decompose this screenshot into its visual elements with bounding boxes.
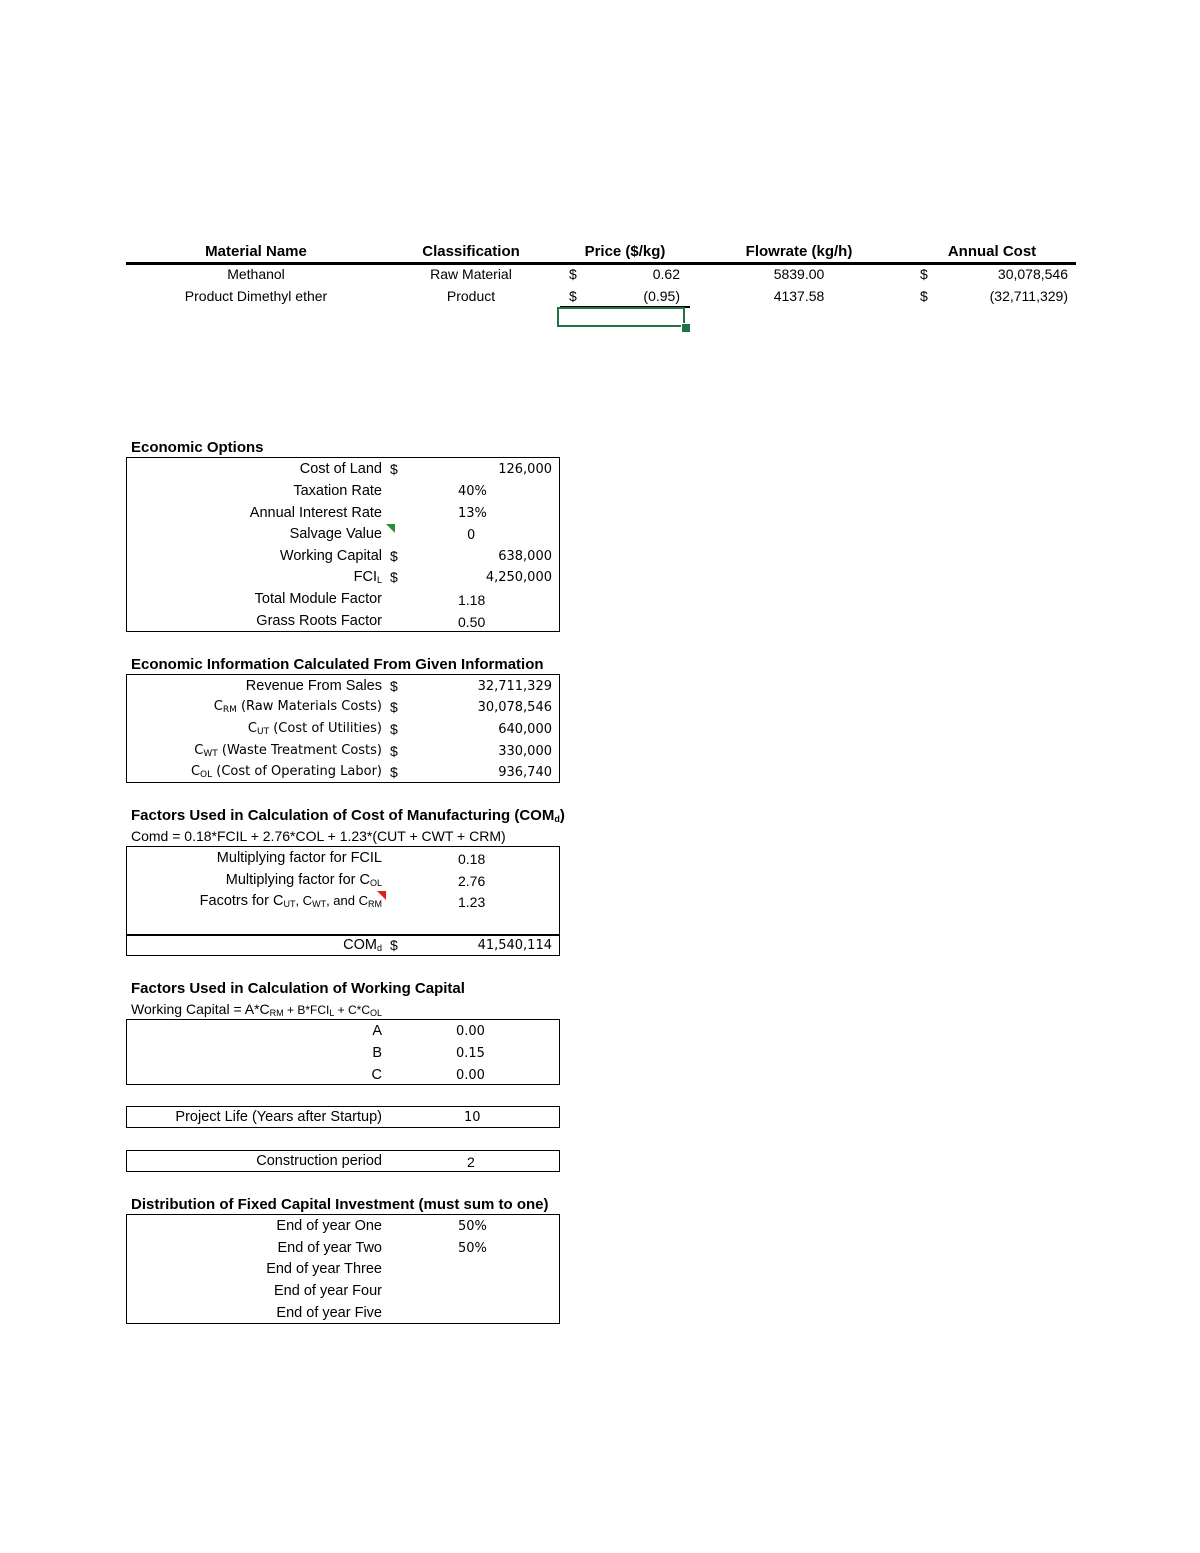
revenue-value[interactable]: 32,711,329 <box>477 679 552 694</box>
year-one-value[interactable]: 50% <box>458 1219 487 1234</box>
cwt-value[interactable]: 330,000 <box>498 744 552 759</box>
table-row-name[interactable]: Product Dimethyl ether <box>184 288 328 304</box>
wc-formula: Working Capital = $A*C_{RM} + B*FCI_L + C*C_{OL}$ <box>131 1001 383 1018</box>
year-one-label: End of year One <box>276 1218 382 1234</box>
total-module-factor-value[interactable]: 1.18 <box>458 592 486 608</box>
taxation-rate-value[interactable]: 40% <box>458 484 487 499</box>
fcil-factor-value[interactable]: 0.18 <box>458 851 486 867</box>
interest-rate-value[interactable]: 13% <box>458 506 487 521</box>
divider <box>126 934 560 936</box>
col-label: $C_{OL}$ (Cost of Operating Labor) <box>190 764 382 780</box>
header-rule <box>126 262 1076 265</box>
total-module-factor-label: Total Module Factor <box>254 591 382 607</box>
selected-cell[interactable] <box>557 307 685 327</box>
price-currency: $ <box>569 288 577 304</box>
cut-value[interactable]: 640,000 <box>498 722 552 737</box>
factor-b-value[interactable]: 0.15 <box>456 1046 485 1061</box>
com-factors-title: Factors Used in Calculation of Cost of Manufacturing $(COM_d)$ <box>131 807 565 824</box>
price-value[interactable]: (0.95) <box>643 288 680 304</box>
header-annual-cost: Annual Cost <box>947 243 1037 260</box>
comd-value[interactable]: 41,540,114 <box>477 938 552 953</box>
comment-indicator[interactable] <box>377 891 386 900</box>
currency-symbol: $ <box>390 548 398 564</box>
currency-symbol: $ <box>390 699 398 715</box>
table-row-name[interactable]: Methanol <box>227 266 285 282</box>
header-classification: Classification <box>422 243 520 260</box>
table-row-classification[interactable]: Raw Material <box>430 266 512 282</box>
interest-rate-label: Annual Interest Rate <box>249 505 382 521</box>
cost-of-land-label: Cost of Land <box>299 461 382 477</box>
wc-factors-title: Factors Used in Calculation of Working Capital <box>131 980 465 997</box>
crm-label: $C_{RM}$ (Raw Materials Costs) <box>213 699 382 715</box>
currency-symbol: $ <box>390 461 398 477</box>
fcil-value[interactable]: 4,250,000 <box>485 570 552 585</box>
col-factor-value[interactable]: 2.76 <box>458 873 486 889</box>
annual-cost-value[interactable]: 30,078,546 <box>997 266 1068 282</box>
header-material-name: Material Name <box>205 243 307 260</box>
construction-label: Construction period <box>256 1153 382 1169</box>
com-formula: Comd = 0.18*FCIL + 2.76*COL + 1.23*(CUT + CWT + CRM) <box>131 828 506 844</box>
col-value[interactable]: 936,740 <box>498 765 552 780</box>
currency-symbol: $ <box>390 743 398 759</box>
other-factors-label: Facotrs for $C_{UT}$, $C_{WT}$, and $C_{RM}$ <box>199 893 382 909</box>
calc-info-title: Economic Information Calculated From Given Information <box>131 656 544 673</box>
header-price: Price ($/kg) <box>584 243 666 260</box>
factor-c-value[interactable]: 0.00 <box>456 1068 485 1083</box>
currency-symbol: $ <box>390 678 398 694</box>
crm-value[interactable]: 30,078,546 <box>477 700 552 715</box>
comment-indicator[interactable] <box>386 524 395 533</box>
fcil-label: $FCI_L$ <box>353 569 382 585</box>
working-capital-label: Working Capital <box>279 548 382 564</box>
working-capital-value[interactable]: 638,000 <box>498 549 552 564</box>
price-currency: $ <box>569 266 577 282</box>
salvage-value-label: Salvage Value <box>289 526 382 542</box>
construction-value[interactable]: 2 <box>467 1154 475 1170</box>
year-two-value[interactable]: 50% <box>458 1241 487 1256</box>
taxation-rate-label: Taxation Rate <box>293 483 382 499</box>
project-life-label: Project Life (Years after Startup) <box>175 1109 382 1125</box>
factor-b-label: B <box>372 1045 382 1061</box>
table-row-classification[interactable]: Product <box>446 288 496 304</box>
currency-symbol: $ <box>390 721 398 737</box>
annual-cost-value[interactable]: (32,711,329) <box>989 288 1068 304</box>
flowrate-value[interactable]: 4137.58 <box>773 288 825 304</box>
cut-label: $C_{UT}$ (Cost of Utilities) <box>247 721 382 737</box>
flowrate-value[interactable]: 5839.00 <box>773 266 825 282</box>
fill-handle[interactable] <box>681 323 691 333</box>
comd-label: $COM_d$ <box>343 937 382 953</box>
header-flowrate: Flowrate (kg/h) <box>745 243 853 260</box>
factor-a-value[interactable]: 0.00 <box>456 1024 485 1039</box>
factor-a-label: A <box>372 1023 382 1039</box>
grass-roots-factor-label: Grass Roots Factor <box>256 613 382 629</box>
revenue-label: Revenue From Sales <box>245 678 382 694</box>
cost-currency: $ <box>920 288 928 304</box>
year-two-label: End of year Two <box>277 1240 382 1256</box>
grass-roots-factor-value[interactable]: 0.50 <box>458 614 486 630</box>
cost-currency: $ <box>920 266 928 282</box>
cwt-label: $C_{WT}$ (Waste Treatment Costs) <box>194 743 382 759</box>
factor-c-label: C <box>371 1067 382 1083</box>
project-life-value[interactable]: 10 <box>464 1110 481 1125</box>
col-factor-label: Multiplying factor for $C_{OL}$ <box>225 872 382 888</box>
price-value[interactable]: 0.62 <box>652 266 680 282</box>
year-five-label: End of year Five <box>276 1305 382 1321</box>
fci-distribution-title: Distribution of Fixed Capital Investment (must sum to one) <box>131 1196 549 1213</box>
currency-symbol: $ <box>390 569 398 585</box>
year-three-label: End of year Three <box>266 1261 382 1277</box>
economic-options-title: Economic Options <box>131 439 264 456</box>
other-factors-value[interactable]: 1.23 <box>458 894 486 910</box>
fcil-factor-label: Multiplying factor for FCIL <box>216 850 382 866</box>
year-four-label: End of year Four <box>274 1283 382 1299</box>
currency-symbol: $ <box>390 937 398 953</box>
currency-symbol: $ <box>390 764 398 780</box>
cost-of-land-value[interactable]: 126,000 <box>498 462 552 477</box>
salvage-value[interactable]: 0 <box>467 528 476 543</box>
